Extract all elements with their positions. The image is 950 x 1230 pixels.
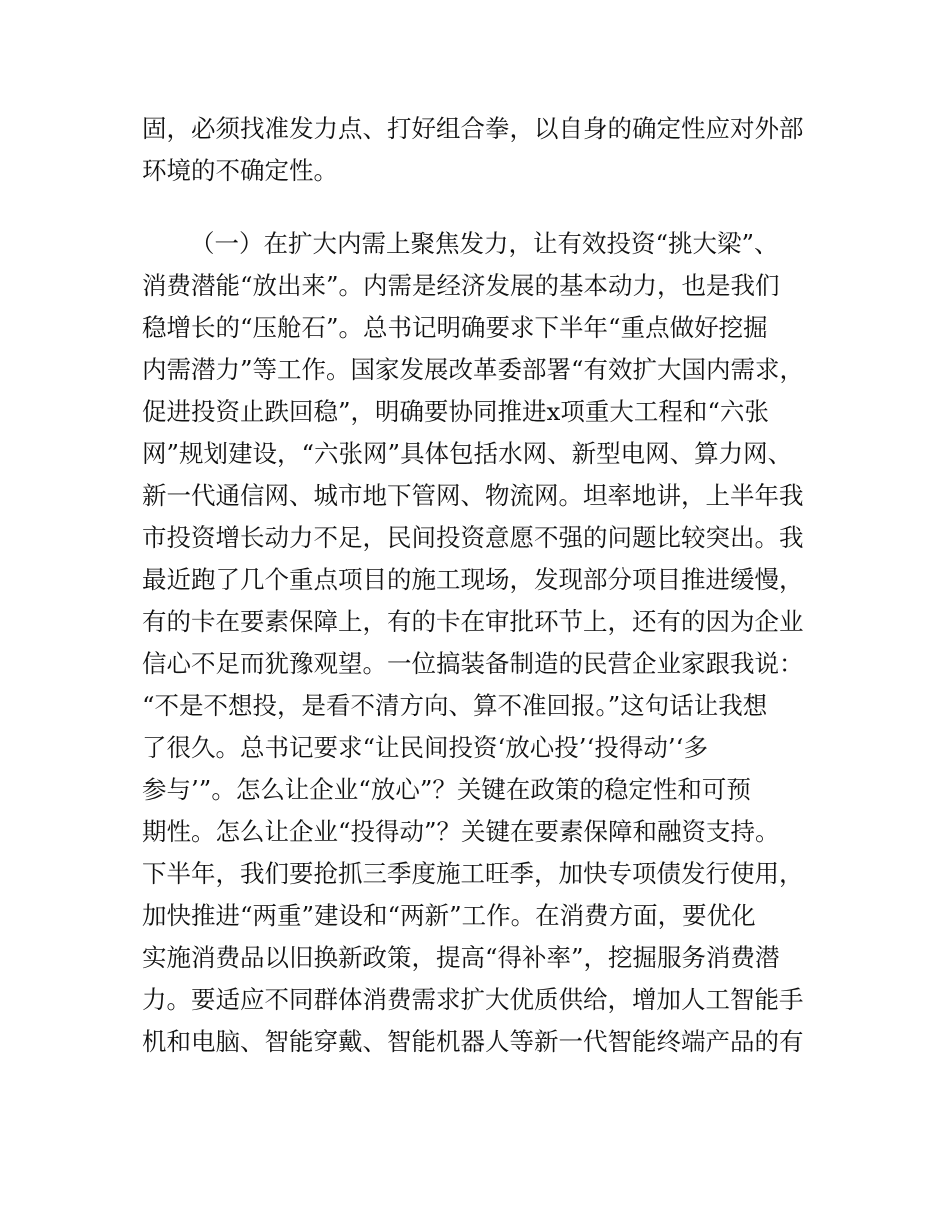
paragraph-line: “不是不想投，是看不清方向、算不准回报。”这句话让我想 [142,691,768,720]
paragraph-line: 内需潜力”等工作。国家发展改革委部署“有效扩大国内需求， [142,355,805,384]
paragraph-line: 了很久。总书记要求“让民间投资‘放心投’‘投得动’‘多 [142,733,708,762]
paragraph-line: 市投资增长动力不足，民间投资意愿不强的问题比较突出。我 [142,523,804,552]
paragraph-line: 有的卡在要素保障上，有的卡在审批环节上，还有的因为企业 [142,607,804,636]
paragraph-line: 固，必须找准发力点、打好组合拳，以自身的确定性应对外部 [142,114,804,143]
paragraph-line: 力。要适应不同群体消费需求扩大优质供给，增加人工智能手 [142,985,804,1014]
paragraph-line: 环境的不确定性。 [142,156,338,185]
paragraph-line: 新一代通信网、城市地下管网、物流网。坦率地讲，上半年我 [142,481,804,510]
paragraph-line: 下半年，我们要抢抓三季度施工旺季，加快专项债发行使用， [142,859,804,888]
paragraph-line: 参与’”。怎么让企业“放心”？关键在政策的稳定性和可预 [142,775,751,804]
paragraph-line: 加快推进“两重”建设和“两新”工作。在消费方面，要优化 [142,901,756,930]
paragraph-line: 信心不足而犹豫观望。一位搞装备制造的民营企业家跟我说： [142,649,804,678]
paragraph-line: 机和电脑、智能穿戴、智能机器人等新一代智能终端产品的有 [142,1027,804,1056]
section-heading-line: （一）在扩大内需上聚焦发力，让有效投资“挑大梁”、 [190,229,779,258]
paragraph-line: 稳增长的“压舱石”。总书记明确要求下半年“重点做好挖掘 [142,313,768,342]
paragraph-line: 最近跑了几个重点项目的施工现场，发现部分项目推进缓慢， [142,565,804,594]
paragraph-line: 网”规划建设，“六张网”具体包括水网、新型电网、算力网、 [142,439,793,468]
paragraph-line: 实施消费品以旧换新政策，提高“得补率”，挖掘服务消费潜 [142,943,780,972]
paragraph-line: 促进投资止跌回稳”，明确要协同推进x项重大工程和“六张 [142,397,769,426]
paragraph-line: 消费潜能“放出来”。内需是经济发展的基本动力，也是我们 [142,271,780,300]
paragraph-line: 期性。怎么让企业“投得动”？关键在要素保障和融资支持。 [142,817,780,846]
